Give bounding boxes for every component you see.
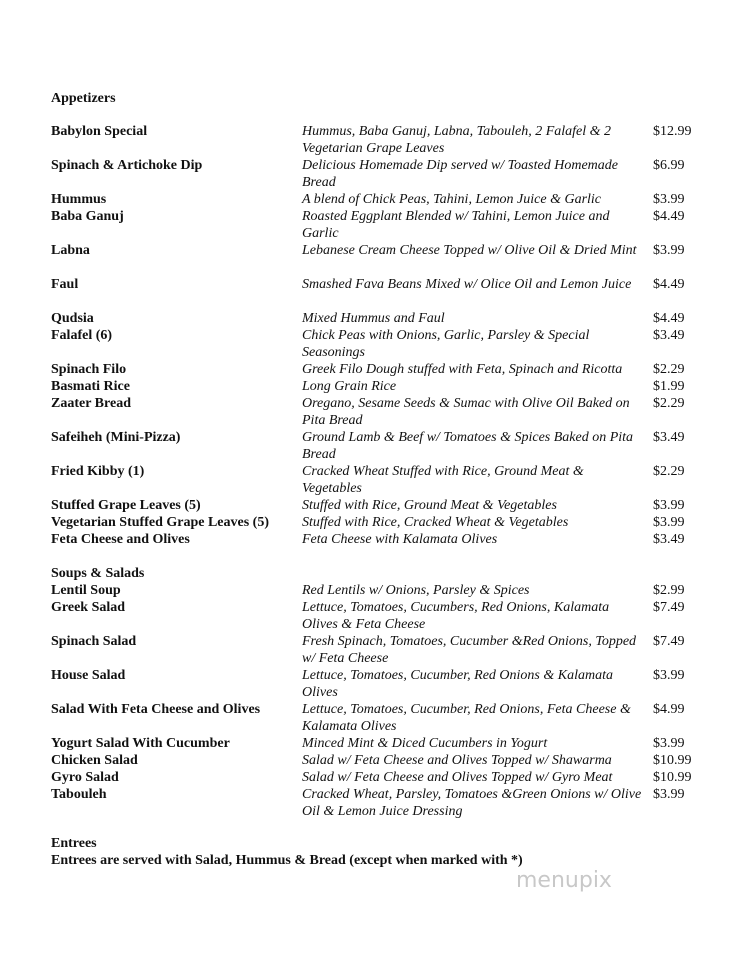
item-name: Spinach & Artichoke Dip: [51, 158, 203, 173]
item-name: House Salad: [51, 668, 126, 683]
item-description: Smashed Fava Beans Mixed w/ Olice Oil and Lemon Juice: [302, 277, 632, 292]
item-name: Lentil Soup: [51, 583, 121, 598]
item-price: $4.49: [653, 277, 685, 292]
item-price: $3.99: [653, 498, 685, 513]
item-name: Feta Cheese and Olives: [51, 532, 190, 547]
menupix-watermark: menupix: [516, 868, 612, 893]
item-description: Oregano, Sesame Seeds & Sumac with Olive Oil Baked on Pita Bread: [302, 396, 630, 428]
item-price: $4.49: [653, 311, 685, 326]
item-description: Delicious Homemade Dip served w/ Toasted Homemade Bread: [302, 158, 618, 190]
item-price: $2.99: [653, 583, 685, 598]
item-name: Zaater Bread: [51, 396, 131, 411]
item-name: Falafel (6): [51, 328, 113, 343]
item-description: Ground Lamb & Beef w/ Tomatoes & Spices Baked on Pita Bread: [302, 430, 634, 462]
item-description: Lebanese Cream Cheese Topped w/ Olive Oil & Dried Mint: [302, 243, 637, 258]
item-price: $1.99: [653, 379, 685, 394]
item-name: Spinach Filo: [51, 362, 127, 377]
item-description: Chick Peas with Onions, Garlic, Parsley & Special Seasonings: [302, 328, 590, 360]
item-description: Lettuce, Tomatoes, Cucumber, Red Onions, Feta Cheese & Kalamata Olives: [302, 702, 631, 734]
item-price: $10.99: [653, 753, 692, 768]
item-price: $3.49: [653, 430, 685, 445]
item-price: $3.49: [653, 532, 685, 547]
item-description: Stuffed with Rice, Cracked Wheat & Vegetables: [302, 515, 569, 530]
item-name: Safeiheh (Mini-Pizza): [51, 430, 181, 445]
item-name: Stuffed Grape Leaves (5): [51, 498, 201, 513]
item-name: Labna: [51, 243, 90, 258]
item-name: Spinach Salad: [51, 634, 137, 649]
item-name: Babylon Special: [51, 124, 148, 139]
item-name: Greek Salad: [51, 600, 126, 615]
item-description: Hummus, Baba Ganuj, Labna, Tabouleh, 2 Falafel & 2 Vegetarian Grape Leaves: [302, 124, 612, 156]
item-price: $7.49: [653, 634, 685, 649]
item-description: Long Grain Rice: [302, 379, 397, 394]
item-description: Greek Filo Dough stuffed with Feta, Spinach and Ricotta: [302, 362, 623, 377]
item-name: Basmati Rice: [51, 379, 130, 394]
section-title-appetizers: Appetizers: [51, 91, 116, 106]
item-name: Gyro Salad: [51, 770, 119, 785]
item-price: $10.99: [653, 770, 692, 785]
item-name: Yogurt Salad With Cucumber: [51, 736, 230, 751]
item-description: Roasted Eggplant Blended w/ Tahini, Lemon Juice and Garlic: [302, 209, 610, 241]
item-name: Vegetarian Stuffed Grape Leaves (5): [51, 515, 270, 530]
item-price: $12.99: [653, 124, 692, 139]
item-price: $3.49: [653, 328, 685, 343]
item-description: Lettuce, Tomatoes, Cucumbers, Red Onions, Kalamata Olives & Feta Cheese: [302, 600, 610, 632]
section-title-soups-salads: Soups & Salads: [51, 566, 145, 581]
item-price: $3.99: [653, 243, 685, 258]
item-description: Cracked Wheat, Parsley, Tomatoes &Green Onions w/ Olive Oil & Lemon Juice Dressing: [302, 787, 642, 819]
item-price: $4.99: [653, 702, 685, 717]
item-price: $3.99: [653, 736, 685, 751]
item-price: $3.99: [653, 515, 685, 530]
item-price: $2.29: [653, 396, 685, 411]
item-name: Chicken Salad: [51, 753, 138, 768]
item-name: Tabouleh: [51, 787, 107, 802]
item-price: $2.29: [653, 464, 685, 479]
item-name: Faul: [51, 277, 79, 292]
item-description: Salad w/ Feta Cheese and Olives Topped w/ Gyro Meat: [302, 770, 613, 785]
item-description: Stuffed with Rice, Ground Meat & Vegetables: [302, 498, 557, 513]
item-name: Fried Kibby (1): [51, 464, 145, 479]
item-name: Qudsia: [51, 311, 94, 326]
item-name: Salad With Feta Cheese and Olives: [51, 702, 261, 717]
item-description: Mixed Hummus and Faul: [302, 311, 445, 326]
item-price: $2.29: [653, 362, 685, 377]
item-description: Red Lentils w/ Onions, Parsley & Spices: [302, 583, 530, 598]
item-name: Hummus: [51, 192, 107, 207]
item-description: Fresh Spinach, Tomatoes, Cucumber &Red Onions, Topped w/ Feta Cheese: [302, 634, 637, 666]
section-title-entrees: Entrees: [51, 836, 97, 851]
item-description: Minced Mint & Diced Cucumbers in Yogurt: [302, 736, 548, 751]
entrees-note: Entrees are served with Salad, Hummus & Bread (except when marked with *): [51, 853, 523, 868]
item-description: A blend of Chick Peas, Tahini, Lemon Juice & Garlic: [302, 192, 602, 207]
item-price: $4.49: [653, 209, 685, 224]
item-name: Baba Ganuj: [51, 209, 124, 224]
item-price: $7.49: [653, 600, 685, 615]
item-description: Feta Cheese with Kalamata Olives: [302, 532, 498, 547]
item-description: Cracked Wheat Stuffed with Rice, Ground Meat & Vegetables: [302, 464, 584, 496]
item-price: $3.99: [653, 668, 685, 683]
item-price: $6.99: [653, 158, 685, 173]
item-description: Salad w/ Feta Cheese and Olives Topped w/ Shawarma: [302, 753, 612, 768]
item-description: Lettuce, Tomatoes, Cucumber, Red Onions & Kalamata Olives: [302, 668, 613, 700]
item-price: $3.99: [653, 787, 685, 802]
item-price: $3.99: [653, 192, 685, 207]
